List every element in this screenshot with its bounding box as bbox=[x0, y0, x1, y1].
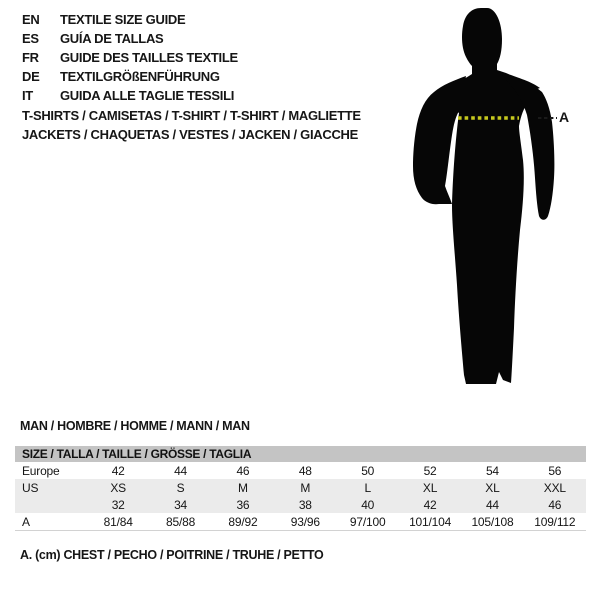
measure-label-a: A bbox=[559, 109, 570, 125]
size-table-cell: 46 bbox=[236, 463, 250, 478]
size-table-cell: 34 bbox=[174, 497, 188, 512]
size-table-cell: XXL bbox=[543, 480, 566, 495]
category-line: T-SHIRTS / CAMISETAS / T-SHIRT / T-SHIRT / MAGLIETTE bbox=[22, 108, 361, 123]
size-table-cell: 38 bbox=[298, 497, 312, 512]
size-table-cell: 89/92 bbox=[228, 514, 258, 529]
size-table-row-label: Europe bbox=[22, 463, 60, 478]
size-table bbox=[15, 446, 586, 531]
man-body-shape bbox=[448, 8, 540, 384]
size-table-cell: 48 bbox=[298, 463, 312, 478]
size-table-cell: 36 bbox=[236, 497, 250, 512]
language-code: DE bbox=[22, 69, 40, 84]
size-table-cell: 32 bbox=[111, 497, 125, 512]
size-table-cell: 50 bbox=[361, 463, 375, 478]
size-table-header: SIZE / TALLA / TAILLE / GRÖSSE / TAGLIA bbox=[15, 446, 586, 462]
section-title-man: MAN / HOMBRE / HOMME / MANN / MAN bbox=[20, 419, 250, 433]
size-table-cell: 52 bbox=[423, 463, 437, 478]
measurement-footnote: A. (cm) CHEST / PECHO / POITRINE / TRUHE / PETTO bbox=[20, 548, 324, 562]
language-code: FR bbox=[22, 50, 39, 65]
language-guide-title: TEXTILGRÖßENFÜHRUNG bbox=[60, 69, 220, 84]
language-guide-title: GUIDE DES TAILLES TEXTILE bbox=[60, 50, 238, 65]
language-guide-title: GUÍA DE TALLAS bbox=[60, 31, 164, 46]
size-table-cell: 105/108 bbox=[471, 514, 514, 529]
size-table-cell: 85/88 bbox=[166, 514, 196, 529]
size-table-cell: 101/104 bbox=[409, 514, 452, 529]
size-table-cell: S bbox=[176, 480, 185, 495]
size-table-cell: M bbox=[238, 480, 248, 495]
size-table-cell: XL bbox=[422, 480, 438, 495]
size-table-row-label: US bbox=[22, 480, 39, 495]
language-code: EN bbox=[22, 12, 40, 27]
language-guide-title: GUIDA ALLE TAGLIE TESSILI bbox=[60, 88, 235, 103]
size-table-cell: XS bbox=[110, 480, 126, 495]
language-guide-title: TEXTILE SIZE GUIDE bbox=[60, 12, 186, 27]
size-table-cell: 81/84 bbox=[103, 514, 133, 529]
size-table-row-label: A bbox=[22, 514, 30, 529]
size-table-cell: XL bbox=[485, 480, 500, 495]
size-table-cell: 54 bbox=[485, 463, 499, 478]
size-table-cell: 42 bbox=[423, 497, 437, 512]
size-table-cell: 109/112 bbox=[534, 514, 576, 529]
size-table-cell: 46 bbox=[548, 497, 562, 512]
size-table-cell: 42 bbox=[111, 463, 125, 478]
size-table-cell: 40 bbox=[361, 497, 375, 512]
size-table-row bbox=[15, 462, 586, 479]
language-code: IT bbox=[22, 88, 33, 103]
size-table-cell: L bbox=[364, 480, 371, 495]
size-table-cell: 56 bbox=[548, 463, 562, 478]
size-table-row bbox=[15, 496, 586, 513]
size-table-body bbox=[15, 462, 586, 530]
language-code: ES bbox=[22, 31, 39, 46]
size-table-cell: 97/100 bbox=[349, 514, 386, 529]
size-table-row bbox=[15, 513, 586, 530]
size-table-cell: M bbox=[300, 480, 311, 495]
size-table-cell: 44 bbox=[174, 463, 188, 478]
category-line: JACKETS / CHAQUETAS / VESTES / JACKEN / GIACCHE bbox=[22, 127, 358, 142]
size-table-cell: 44 bbox=[485, 497, 499, 512]
size-table-cell: 93/96 bbox=[290, 514, 320, 529]
size-table-row bbox=[15, 479, 586, 496]
